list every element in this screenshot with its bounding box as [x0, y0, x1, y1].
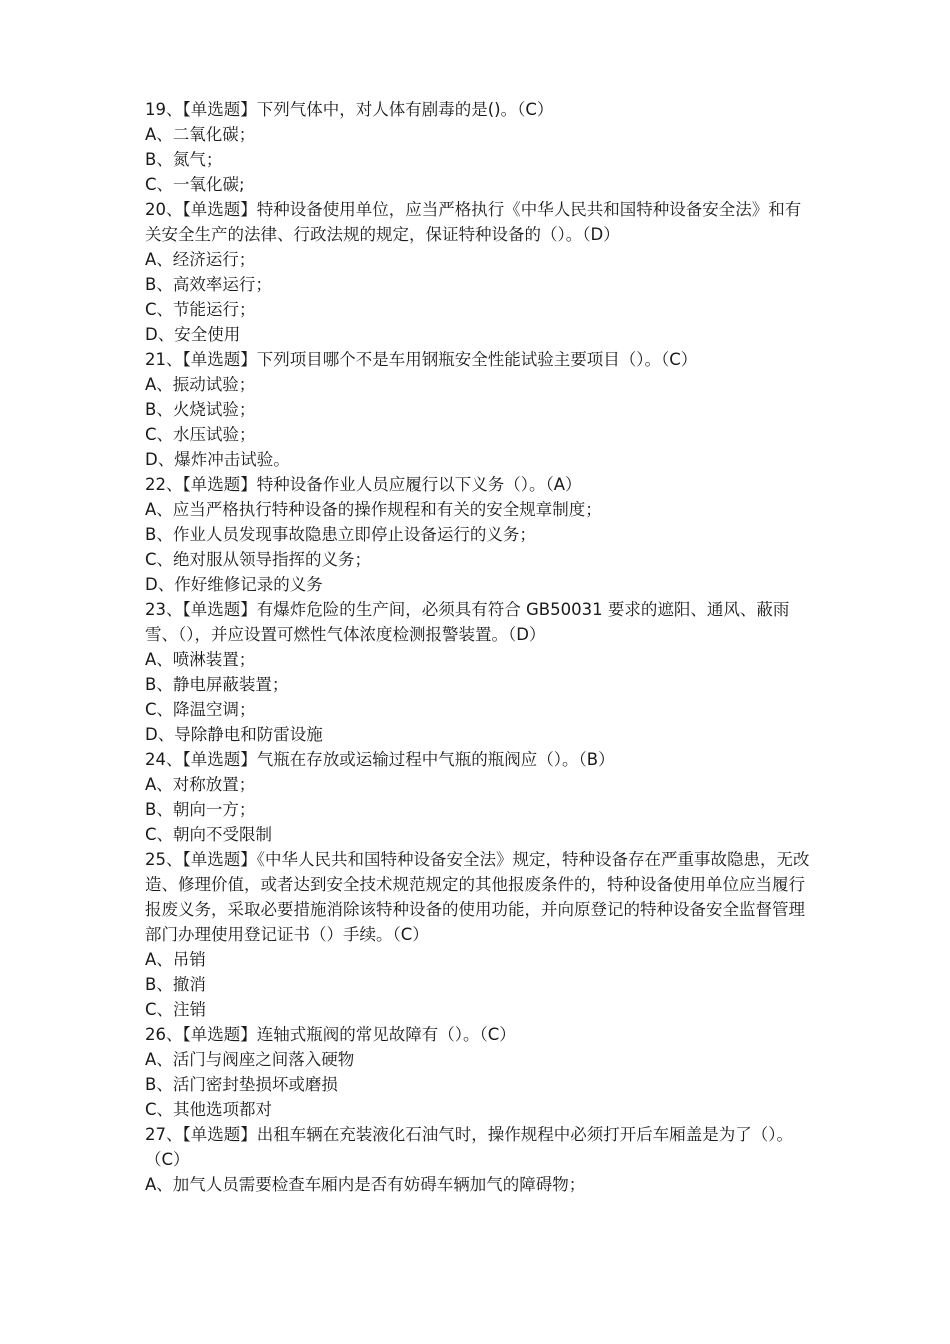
answer-option: D、作好维修记录的义务 — [145, 575, 323, 594]
question-stem: 21、【单选题】下列项目哪个不是车用钢瓶安全性能试验主要项目（）。（C） — [145, 350, 698, 369]
answer-option: C、降温空调； — [145, 700, 256, 719]
answer-option: A、振动试验； — [145, 375, 256, 394]
question — [145, 747, 817, 847]
question — [145, 472, 817, 597]
question-stem: 25、【单选题】《中华人民共和国特种设备安全法》规定，特种设备存在严重事故隐患，无改造、修理价值，或者达到安全技术规范规定的其他报废条件的，特种设备使用单位应当履行报废义务，采取必要措施消除该特种设备的使用功能，并向原登记的特种设备安全监督管理部门办理使用登记证书（）手续。（C） — [145, 850, 810, 944]
question-stem: 20、【单选题】特种设备使用单位，应当严格执行《中华人民共和国特种设备安全法》和有关安全生产的法律、行政法规的规定，保证特种设备的（）。（D） — [145, 200, 802, 244]
question — [145, 97, 817, 197]
answer-option: A、加气人员需要检查车厢内是否有妨碍车辆加气的障碍物； — [145, 1175, 586, 1194]
answer-option: C、绝对服从领导指挥的义务； — [145, 550, 372, 569]
question-stem: 26、【单选题】连轴式瓶阀的常见故障有（）。（C） — [145, 1025, 516, 1044]
answer-option: B、氮气； — [145, 150, 223, 169]
question-stem: 22、【单选题】特种设备作业人员应履行以下义务（）。（A） — [145, 475, 582, 494]
answer-option: D、安全使用 — [145, 325, 241, 344]
answer-option: A、应当严格执行特种设备的操作规程和有关的安全规章制度； — [145, 500, 602, 519]
question — [145, 1122, 817, 1197]
question-stem: 24、【单选题】气瓶在存放或运输过程中气瓶的瓶阀应（）。（B） — [145, 750, 615, 769]
question-stem: 27、【单选题】出租车辆在充装液化石油气时，操作规程中必须打开后车厢盖是为了（）。（C） — [145, 1125, 793, 1169]
answer-option: A、经济运行； — [145, 250, 256, 269]
answer-option: B、撤消 — [145, 975, 206, 994]
answer-option: B、朝向一方； — [145, 800, 256, 819]
answer-option: C、其他选项都对 — [145, 1100, 273, 1119]
question — [145, 597, 817, 747]
answer-option: C、注销 — [145, 1000, 207, 1019]
answer-option: B、高效率运行； — [145, 275, 272, 294]
answer-option: A、吊销 — [145, 950, 206, 969]
question — [145, 197, 817, 347]
question — [145, 1022, 817, 1122]
answer-option: A、二氧化碳； — [145, 125, 256, 144]
answer-option: B、静电屏蔽装置； — [145, 675, 289, 694]
question — [145, 347, 817, 472]
answer-option: B、作业人员发现事故隐患立即停止设备运行的义务； — [145, 525, 536, 544]
question-stem: 19、【单选题】下列气体中，对人体有剧毒的是()。（C） — [145, 100, 554, 119]
answer-option: A、活门与阀座之间落入硬物 — [145, 1050, 355, 1069]
answer-option: C、朝向不受限制 — [145, 825, 273, 844]
answer-option: C、水压试验； — [145, 425, 256, 444]
answer-option: D、爆炸冲击试验。 — [145, 450, 290, 469]
answer-option: B、火烧试验； — [145, 400, 256, 419]
answer-option: A、对称放置； — [145, 775, 256, 794]
answer-option: D、导除静电和防雷设施 — [145, 725, 323, 744]
answer-option: C、节能运行； — [145, 300, 256, 319]
answer-option: C、一氧化碳; — [145, 175, 245, 194]
document-page — [145, 97, 817, 1197]
question — [145, 847, 817, 1022]
answer-option: A、喷淋装置； — [145, 650, 256, 669]
answer-option: B、活门密封垫损坏或磨损 — [145, 1075, 338, 1094]
question-stem: 23、【单选题】有爆炸危险的生产间，必须具有符合 GB50031 要求的遮阳、通风、蔽雨雪、（），并应设置可燃性气体浓度检测报警装置。（D） — [145, 600, 790, 644]
